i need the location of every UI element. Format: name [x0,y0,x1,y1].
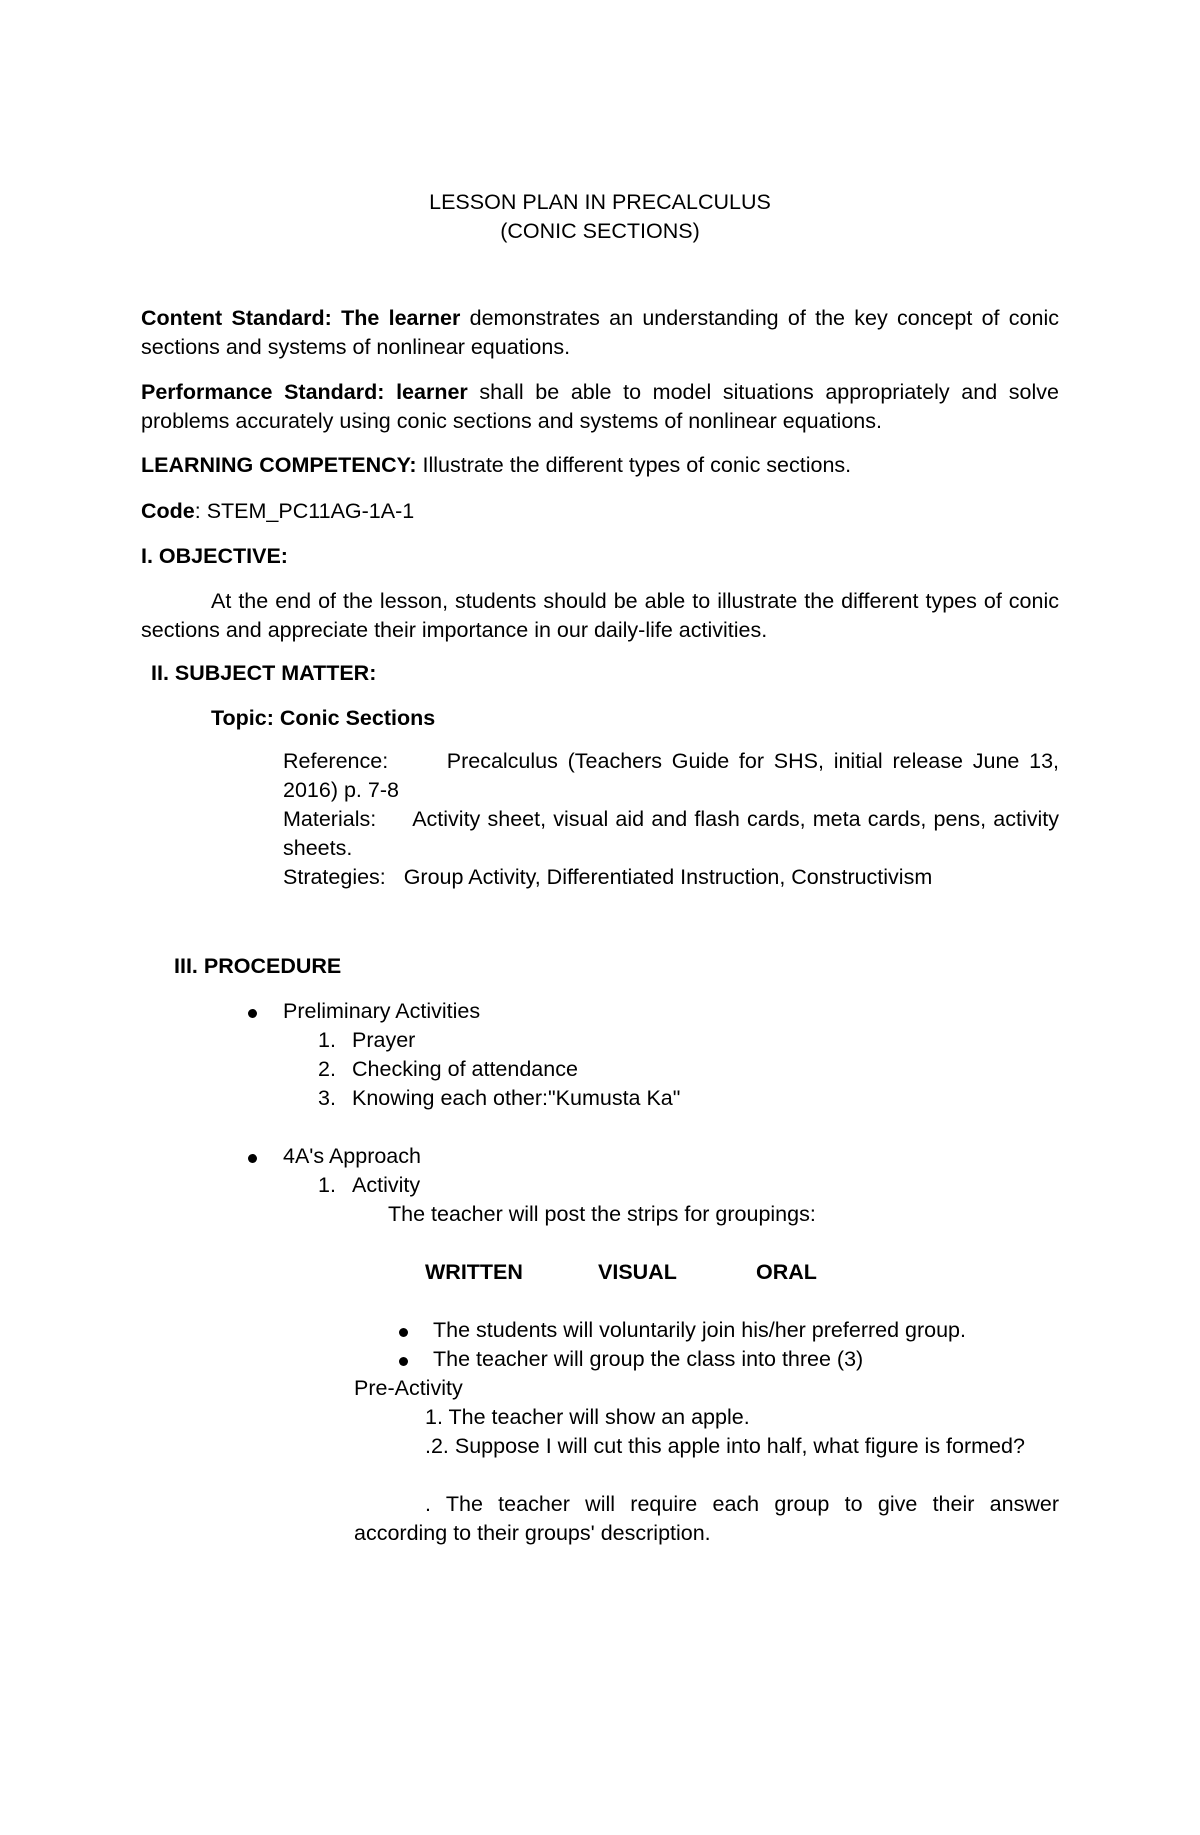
preliminary-label: Preliminary Activities [283,999,481,1023]
bullet-approach [248,1142,257,1171]
reference-label: Reference: [283,749,389,773]
preliminary-item-3: Knowing each other:"Kumusta Ka" [352,1086,681,1110]
code-text: : STEM_PC11AG-1A-1 [194,499,415,523]
bullet-preliminary [248,997,257,1026]
performance-standard [141,378,1059,436]
materials-label: Materials: [283,807,377,831]
performance-standard-text: shall be able to model situations appropriately and solve problems accurately using conic sections and systems of nonlinear equations. [141,380,1059,433]
bullet-dot [399,1328,408,1337]
approach-label: 4A's Approach [283,1144,421,1168]
bullet-dot [248,1009,257,1018]
title-line-1: LESSON PLAN IN PRECALCULUS [429,190,771,214]
materials-line [283,805,1059,863]
activity-text: The teacher will post the strips for groupings: [388,1202,816,1226]
bullet-note-2 [399,1345,408,1374]
group-written: WRITTEN [425,1260,523,1284]
content-standard-text: demonstrates an understanding of the key concept of conic sections and systems of nonlinear equations. [141,306,1059,359]
procedure-heading: III. PROCEDURE [174,954,342,978]
note-2: The teacher will group the class into three (3) [433,1347,864,1371]
bullet-dot [248,1154,257,1163]
objective-heading: I. OBJECTIVE: [141,544,288,568]
competency-label: LEARNING COMPETENCY: [141,453,417,477]
strategies-label: Strategies: [283,865,386,889]
strategies-line [283,863,1059,892]
learning-competency [141,451,1059,480]
pre-activity-1: 1. The teacher will show an apple. [425,1405,750,1429]
performance-standard-label: Performance Standard: learner [141,380,468,404]
content-standard [141,304,1059,362]
list-item: 1. Activity [318,1173,421,1197]
activity-label: Activity [352,1173,421,1197]
bullet-note-1 [399,1316,408,1345]
pre-activity-3: . The teacher will require each group to give their answer according to their groups' description. [354,1492,1059,1545]
document-title [0,188,1200,246]
list-item: 3. Knowing each other:"Kumusta Ka" [318,1086,681,1110]
preliminary-item-1: Prayer [352,1028,416,1052]
bullet-dot [399,1357,408,1366]
objective-text: At the end of the lesson, students should be able to illustrate the different types of conic sections and appreciate their importance in our daily-life activities. [141,589,1059,642]
reference-text: Precalculus (Teachers Guide for SHS, initial release June 13, 2016) p. 7-8 [283,749,1060,802]
preliminary-item-2: Checking of attendance [352,1057,578,1081]
list-item: 2. Checking of attendance [318,1057,578,1081]
code-label: Code [141,499,195,523]
pre-activity-label: Pre-Activity [354,1376,463,1400]
note-1: The students will voluntarily join his/her preferred group. [433,1318,966,1342]
strategies-text: Group Activity, Differentiated Instruction, Constructivism [403,865,933,889]
subject-matter-heading: II. SUBJECT MATTER: [151,661,377,685]
topic-heading: Topic: Conic Sections [211,706,436,730]
competency-text: Illustrate the different types of conic sections. [416,453,852,477]
reference-line [283,747,1059,805]
code-line [141,497,1059,526]
content-standard-label: Content Standard: The learner [141,306,461,330]
title-line-2: (CONIC SECTIONS) [500,219,700,243]
pre-activity-2: .2. Suppose I will cut this apple into half, what figure is formed? [425,1434,1025,1458]
list-item: 1. Prayer [318,1028,416,1052]
group-oral: ORAL [756,1260,817,1284]
group-visual: VISUAL [598,1260,677,1284]
materials-text: Activity sheet, visual aid and flash cards, meta cards, pens, activity sheets. [283,807,1059,860]
